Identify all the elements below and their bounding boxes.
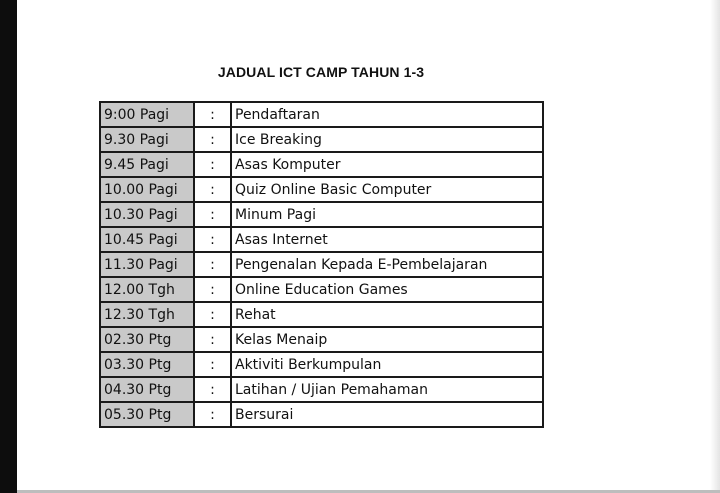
schedule-time-cell: 10.00 Pagi (100, 177, 194, 202)
schedule-separator-cell: : (194, 252, 231, 277)
schedule-row (100, 302, 543, 327)
schedule-activity-cell: Latihan / Ujian Pemahaman (231, 377, 543, 402)
schedule-time-cell: 9.30 Pagi (100, 127, 194, 152)
schedule-separator-cell: : (194, 352, 231, 377)
schedule-row (100, 152, 543, 177)
schedule-separator-cell: : (194, 177, 231, 202)
schedule-activity-cell: Bersurai (231, 402, 543, 427)
schedule-activity-cell: Ice Breaking (231, 127, 543, 152)
schedule-separator-cell: : (194, 277, 231, 302)
schedule-row (100, 402, 543, 427)
schedule-time-cell: 05.30 Ptg (100, 402, 194, 427)
schedule-activity-cell: Kelas Menaip (231, 327, 543, 352)
schedule-separator-cell: : (194, 402, 231, 427)
schedule-table (99, 101, 544, 428)
schedule-activity-cell: Quiz Online Basic Computer (231, 177, 543, 202)
document-title: JADUAL ICT CAMP TAHUN 1-3 (217, 64, 425, 80)
schedule-time-cell: 12.30 Tgh (100, 302, 194, 327)
schedule-activity-cell: Online Education Games (231, 277, 543, 302)
schedule-time-cell: 12.00 Tgh (100, 277, 194, 302)
right-edge-shade (710, 0, 720, 493)
schedule-row (100, 102, 543, 127)
schedule-separator-cell: : (194, 377, 231, 402)
schedule-time-cell: 04.30 Ptg (100, 377, 194, 402)
schedule-separator-cell: : (194, 327, 231, 352)
schedule-row (100, 277, 543, 302)
schedule-activity-cell: Rehat (231, 302, 543, 327)
schedule-activity-cell: Asas Komputer (231, 152, 543, 177)
schedule-separator-cell: : (194, 127, 231, 152)
schedule-time-cell: 03.30 Ptg (100, 352, 194, 377)
schedule-row (100, 252, 543, 277)
schedule-time-cell: 9:00 Pagi (100, 102, 194, 127)
schedule-activity-cell: Asas Internet (231, 227, 543, 252)
schedule-separator-cell: : (194, 152, 231, 177)
schedule-activity-cell: Pengenalan Kepada E-Pembelajaran (231, 252, 543, 277)
schedule-separator-cell: : (194, 102, 231, 127)
schedule-time-cell: 10.30 Pagi (100, 202, 194, 227)
schedule-row (100, 227, 543, 252)
schedule-row (100, 127, 543, 152)
schedule-separator-cell: : (194, 302, 231, 327)
schedule-activity-cell: Aktiviti Berkumpulan (231, 352, 543, 377)
schedule-separator-cell: : (194, 227, 231, 252)
schedule-activity-cell: Pendaftaran (231, 102, 543, 127)
schedule-row (100, 377, 543, 402)
schedule-table-body (100, 102, 543, 427)
schedule-row (100, 327, 543, 352)
schedule-time-cell: 9.45 Pagi (100, 152, 194, 177)
schedule-separator-cell: : (194, 202, 231, 227)
schedule-row (100, 177, 543, 202)
schedule-row (100, 352, 543, 377)
schedule-time-cell: 02.30 Ptg (100, 327, 194, 352)
schedule-time-cell: 11.30 Pagi (100, 252, 194, 277)
schedule-activity-cell: Minum Pagi (231, 202, 543, 227)
schedule-row (100, 202, 543, 227)
schedule-time-cell: 10.45 Pagi (100, 227, 194, 252)
